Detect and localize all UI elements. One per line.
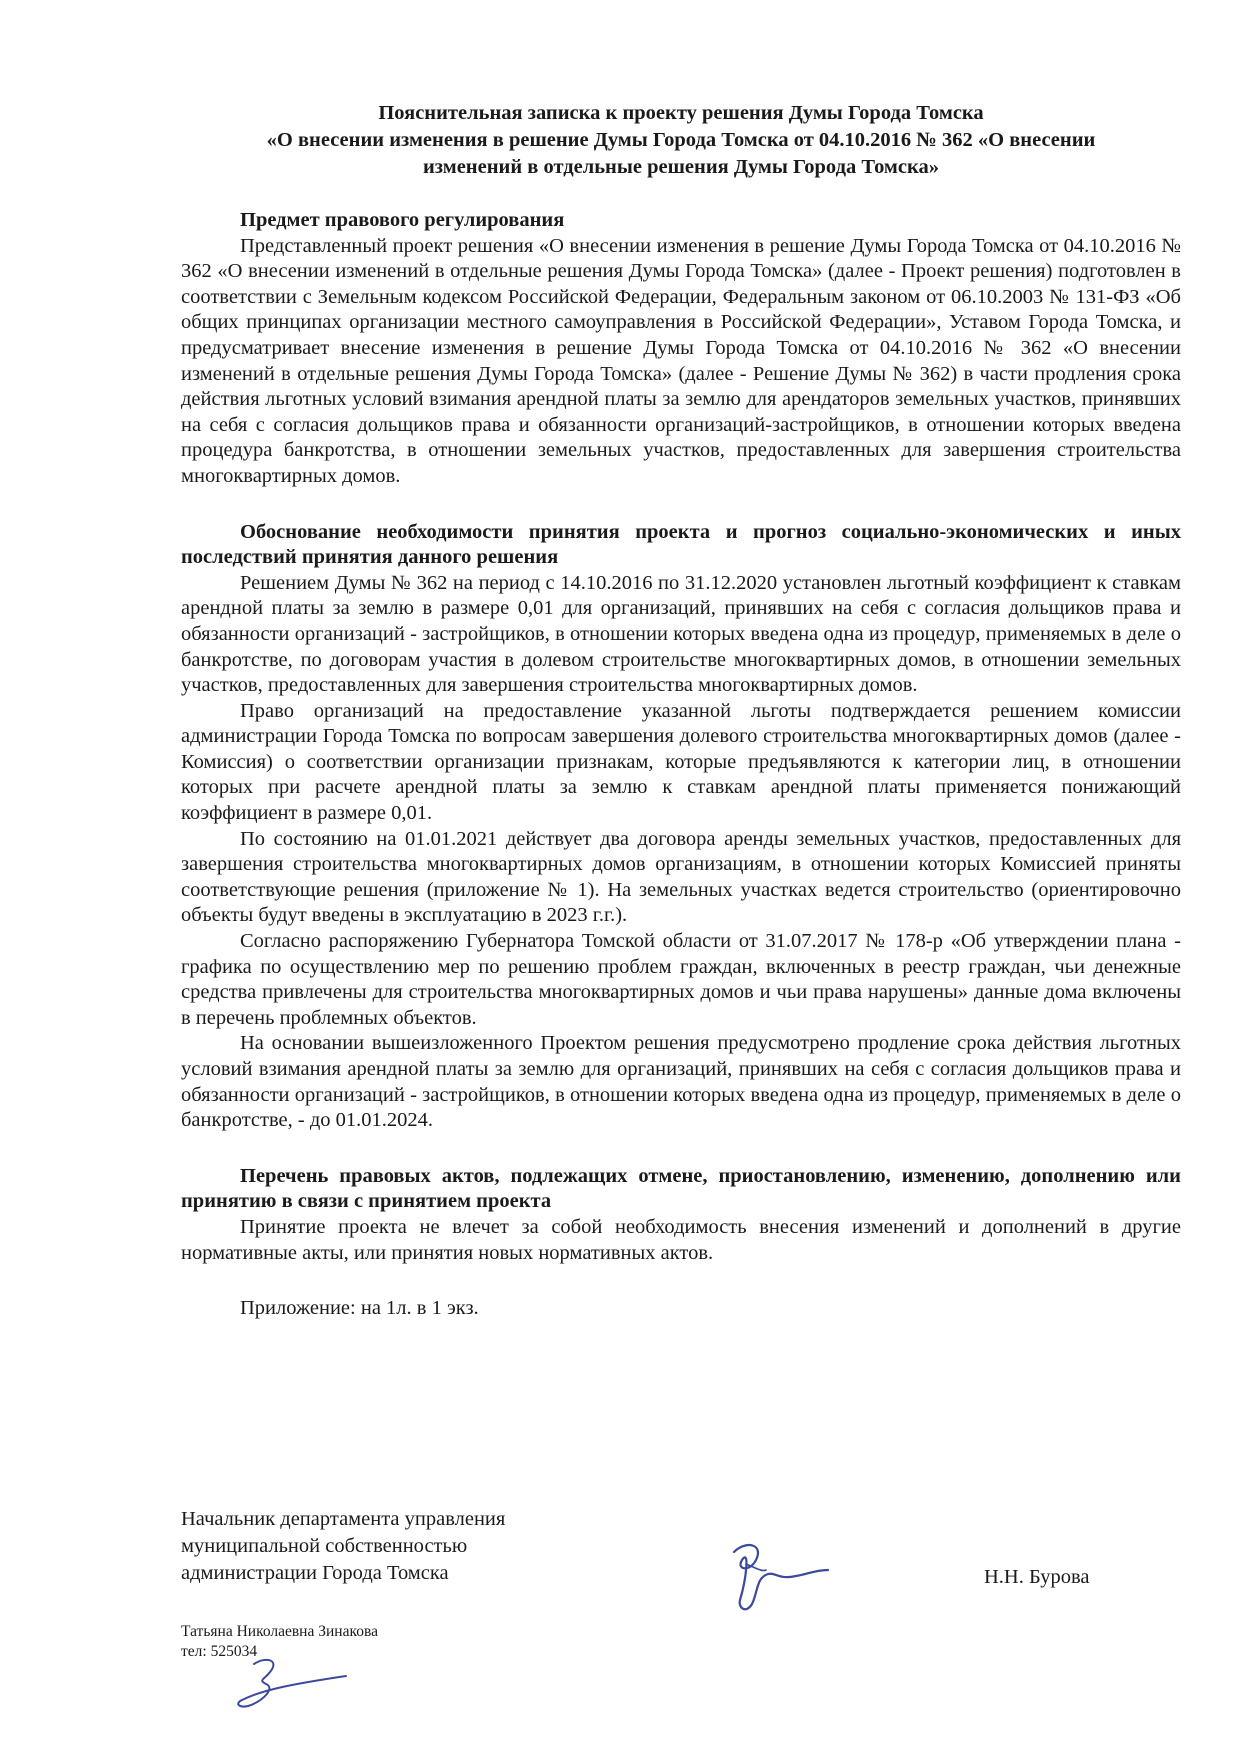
executor-initial-signature-icon <box>222 1650 362 1720</box>
document-title <box>180 100 1182 181</box>
signatory-name: Н.Н. Бурова <box>984 1566 1090 1588</box>
title-line-3: изменений в отдельные решения Думы Города Томска» <box>422 156 939 178</box>
paragraph-justification-4: Согласно распоряжению Губернатора Томской области от 31.07.2017 № 178-р «Об утверждении плана - графика по осуществлению мер по решению проблем граждан, включенных в реестр граждан, чьи денежные средства привлечены для строительства многоквартирных домов и чьи права нарушены» данные дома включены в перечень проблемных объектов. <box>181 930 1181 1029</box>
position-line-2: муниципальной собственностью <box>181 1535 468 1557</box>
paragraph-acts-1: Принятие проекта не влечет за собой необходимость внесения изменений и дополнений в другие нормативные акты, или принятия новых нормативных актов. <box>181 1215 1181 1264</box>
title-line-1: Пояснительная записка к проекту решения Думы Города Томска <box>378 102 984 124</box>
section-heading-acts: Перечень правовых актов, подлежащих отмене, приостановлению, изменению, дополнению или принятию в связи с принятием проекта <box>181 1164 1181 1213</box>
attachment-note: Приложение: на 1л. в 1 экз. <box>240 1297 479 1320</box>
position-line-1: Начальник департамента управления <box>181 1508 506 1530</box>
title-line-2: «О внесении изменения в решение Думы Города Томска от 04.10.2016 № 362 «О внесении <box>266 129 1096 151</box>
section-heading-subject: Предмет правового регулирования <box>240 209 565 231</box>
paragraph-subject-1: Представленный проект решения «О внесении изменения в решение Думы Города Томска от 04.10.2016 № 362 «О внесении изменений в отдельные решения Думы Города Томска» (далее - Проект решения) подготовлен в соответствии с Земельным кодексом Российской Федерации, Федеральным законом от 06.10.2003 № 131-ФЗ «Об общих принципах организации местного самоуправления в Российской Федерации», Уставом Города Томска, и предусматривает внесение изменения в решение Думы Города Томска от 04.10.2016 № 362 «О внесении изменений в отдельные решения Думы Города Томска» (далее - Решение Думы № 362) в части продления срока действия льготных условий взимания арендной платы за землю для арендаторов земельных участков, принявших на себя с согласия дольщиков права и обязанности организаций-застройщиков, в отношении которых введена процедура банкротства, в отношении земельных участков, предоставленных для завершения строительства многоквартирных домов. <box>181 234 1181 487</box>
handwritten-signature-icon <box>716 1530 836 1620</box>
paragraph-justification-2: Право организаций на предоставление указанной льготы подтверждается решением комиссии администрации Города Томска по вопросам завершения долевого строительства многоквартирных домов (далее - Комиссия) о соответствии организации признакам, которые предъявляются к категории лиц, в отношении которых при расчете арендной платы за землю к ставкам арендной платы применяется понижающий коэффициент в размере 0,01. <box>181 699 1181 825</box>
signatory-position <box>181 1506 505 1587</box>
paragraph-justification-1: Решением Думы № 362 на период с 14.10.2016 по 31.12.2020 установлен льготный коэффициент к ставкам арендной платы за землю в размере 0,01 для организаций, принявших на себя с согласия дольщиков права и обязанности организаций - застройщиков, в отношении которых введена одна из процедур, применяемых в деле о банкротстве, по договорам участия в долевом строительстве многоквартирных домов, в отношении земельных участков, предоставленных для завершения строительства многоквартирных домов. <box>181 571 1181 697</box>
document-body <box>181 208 1181 1322</box>
paragraph-justification-5: На основании вышеизложенного Проектом решения предусмотрено продление срока действия льготных условий взимания арендной платы за землю для организаций, принявших на себя с согласия дольщиков права и обязанности организаций - застройщиков, в отношении которых введена одна из процедур, применяемых в деле о банкротстве, - до 01.01.2024. <box>181 1032 1181 1132</box>
position-line-3: администрации Города Томска <box>181 1562 449 1584</box>
paragraph-justification-3: По состоянию на 01.01.2021 действует два договора аренды земельных участков, предоставленных для завершения строительства многоквартирных домов организациям, в отношении которых Комиссией приняты соответствующие решения (приложение № 1). На земельных участках ведется строительство (ориентировочно объекты будут введены в эксплуатацию в 2023 г.г.). <box>181 827 1181 927</box>
executor-name: Татьяна Николаевна Зинакова <box>181 1623 378 1640</box>
executor-phone: тел: 525034 <box>181 1643 258 1660</box>
section-heading-justification: Обоснование необходимости принятия проекта и прогноз социально-экономических и иных последствий принятия данного решения <box>181 520 1181 569</box>
